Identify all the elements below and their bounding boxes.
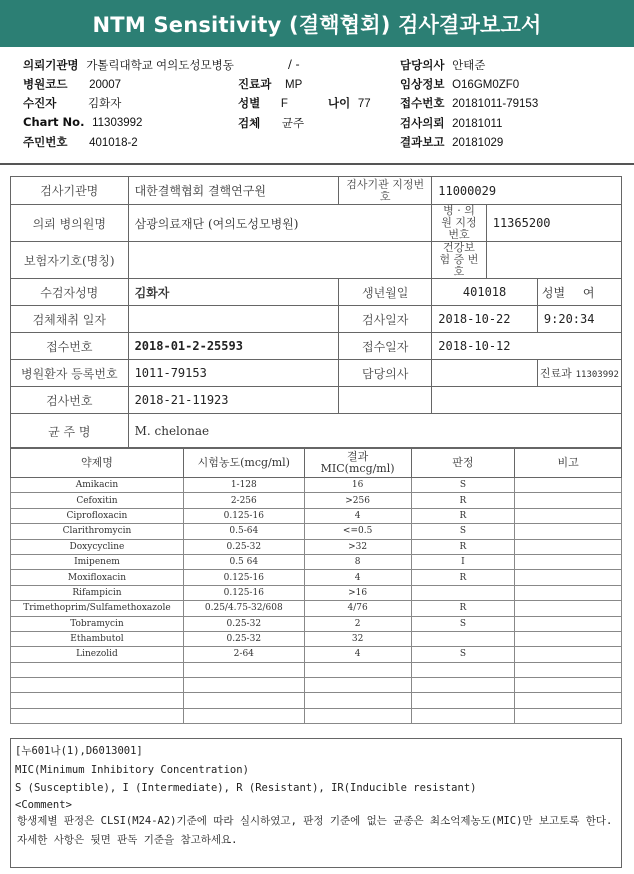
dept-label: 진료과	[238, 77, 272, 91]
mic-table-body	[11, 478, 622, 724]
cell-drug: Moxifloxacin	[11, 570, 184, 585]
report-label: 결과보고	[400, 135, 445, 149]
cell-drug: Ciprofloxacin	[11, 508, 184, 523]
insured-label: 보험자기호(명칭)	[11, 242, 129, 279]
cell-mic: 4	[304, 570, 411, 585]
physician-value	[432, 360, 538, 387]
cell-range: 0.25/4.75-32/608	[183, 601, 304, 616]
notes-comment-label: <Comment>	[15, 798, 72, 811]
patient-name-label: 수검자성명	[11, 279, 129, 306]
test-date-label: 검사일자	[339, 306, 432, 333]
req-hospital-value: 삼광의료재단 (여의도성모병원)	[128, 205, 432, 242]
cell-note	[515, 662, 622, 677]
collect-date-value	[128, 306, 339, 333]
cell-range: 0.25-32	[183, 631, 304, 646]
cell-interp	[411, 662, 515, 677]
mic-results-table	[10, 447, 622, 724]
cell-interp: R	[411, 601, 515, 616]
patient-info	[23, 95, 121, 111]
clinical-value: O16GM0ZF0	[452, 79, 520, 91]
cell-range: 2-256	[183, 493, 304, 508]
cell-mic: >256	[304, 493, 411, 508]
cell-drug: Imipenem	[11, 554, 184, 569]
cell-range: 0.25-32	[183, 539, 304, 554]
request-info	[400, 115, 502, 131]
cell-range	[183, 678, 304, 693]
sex-info	[238, 95, 288, 111]
specimen-info	[238, 115, 304, 131]
lab-code-label: 검사기관 지정번호	[339, 177, 432, 205]
cell-note	[515, 616, 622, 631]
receipt-info	[400, 95, 538, 111]
test-time-value: 9:20:34	[537, 306, 621, 333]
hospital-code-info	[23, 76, 121, 92]
cell-interp: S	[411, 524, 515, 539]
cell-interp	[411, 585, 515, 600]
age-value: 77	[357, 98, 371, 110]
col-result-header	[304, 448, 411, 478]
col-note-header: 비고	[515, 448, 622, 478]
table-row-empty	[11, 693, 622, 708]
cell-note	[515, 678, 622, 693]
cell-range: 0.25-32	[183, 616, 304, 631]
test-no-label: 검사번호	[11, 387, 129, 414]
cell-drug	[11, 678, 184, 693]
cell-range: 0.125-16	[183, 585, 304, 600]
cell-range	[183, 708, 304, 723]
organism-value: M. chelonae	[128, 414, 621, 449]
physician-label: 담당의사	[339, 360, 432, 387]
hospital-code-value: 20007	[89, 79, 122, 91]
cell-drug: Clarithromycin	[11, 524, 184, 539]
cell-note	[515, 524, 622, 539]
cell-mic: 4	[304, 647, 411, 662]
age-label: 나이	[328, 96, 351, 110]
receipt-value: 20181011-79153	[452, 98, 539, 110]
test-no-empty-1	[339, 387, 432, 414]
cell-note	[515, 554, 622, 569]
specimen-value: 균주	[281, 118, 305, 130]
receipt-no-value: 2018-01-2-25593	[128, 333, 339, 360]
col-result-header-line1: 결과	[346, 449, 369, 463]
id-info	[23, 134, 138, 150]
dept-info	[238, 76, 302, 92]
cell-drug: Doxycycline	[11, 539, 184, 554]
cell-mic	[304, 693, 411, 708]
cell-drug: Ethambutol	[11, 631, 184, 646]
form-chart-cell	[537, 360, 621, 387]
cell-range: 0.5-64	[183, 524, 304, 539]
table-row	[11, 631, 622, 646]
lab-name-label: 검사기관명	[11, 177, 129, 205]
cell-mic	[304, 662, 411, 677]
lab-code-value: 11000029	[432, 177, 622, 205]
health-id-value	[486, 242, 621, 279]
cell-note	[515, 693, 622, 708]
hospital-value: 가톨릭대학교 여의도성모병동	[86, 60, 234, 72]
doctor-value: 안태준	[452, 60, 486, 72]
table-row-empty	[11, 662, 622, 677]
cell-interp	[411, 693, 515, 708]
cell-interp: S	[411, 478, 515, 493]
cell-mic: 8	[304, 554, 411, 569]
birth-label: 생년월일	[339, 279, 432, 306]
birth-value: 401018	[432, 279, 538, 306]
cell-mic: <=0.5	[304, 524, 411, 539]
notes-box	[10, 738, 622, 868]
notes-code: [누601나(1),D6013001]	[15, 745, 143, 757]
patient-name-value: 김화자	[128, 279, 339, 306]
col-interp-header: 판정	[411, 448, 515, 478]
table-row	[11, 570, 622, 585]
patient-value: 김화자	[87, 98, 122, 110]
doctor-info	[400, 57, 485, 73]
age-info	[328, 95, 371, 111]
cell-mic: 16	[304, 478, 411, 493]
cell-mic	[304, 708, 411, 723]
form-sex-cell	[537, 279, 621, 306]
test-date-value: 2018-10-22	[432, 306, 538, 333]
receipt-date-label: 접수일자	[339, 333, 432, 360]
cell-mic: 2	[304, 616, 411, 631]
cell-range	[183, 662, 304, 677]
lab-info-table	[10, 176, 622, 449]
clinical-info	[400, 76, 519, 92]
test-no-empty-2	[432, 387, 622, 414]
cell-mic	[304, 678, 411, 693]
cell-note	[515, 585, 622, 600]
chart-info	[23, 115, 142, 129]
cell-range: 0.125-16	[183, 570, 304, 585]
form-sex-label: 성별	[541, 285, 566, 300]
cell-mic: 32	[304, 631, 411, 646]
cell-drug	[11, 708, 184, 723]
reg-no-value: 1011-79153	[128, 360, 339, 387]
report-title: NTM Sensitivity (결핵협회) 검사결과보고서	[0, 0, 634, 47]
id-value: 401018-2	[89, 137, 138, 149]
cell-range: 0.5 64	[183, 554, 304, 569]
cell-note	[515, 647, 622, 662]
organism-label: 균 주 명	[11, 414, 129, 449]
hospital-code-form-label: 병 · 의원 지정번호	[432, 205, 486, 242]
cell-mic: >32	[304, 539, 411, 554]
table-row	[11, 647, 622, 662]
hospital-code-label: 병원코드	[23, 77, 68, 91]
dash-text: / -	[288, 57, 300, 71]
cell-range: 2-64	[183, 647, 304, 662]
cell-note	[515, 570, 622, 585]
cell-interp	[411, 631, 515, 646]
table-row	[11, 524, 622, 539]
col-drug-header: 약제명	[11, 448, 184, 478]
chart-value: 11303992	[92, 117, 143, 129]
cell-mic: 4	[304, 508, 411, 523]
health-id-label: 건강보험 증 번 호	[432, 242, 486, 279]
req-hospital-label: 의뢰 병의원명	[11, 205, 129, 242]
cell-note	[515, 478, 622, 493]
cell-interp: R	[411, 539, 515, 554]
cell-drug: Trimethoprim/Sulfamethoxazole	[11, 601, 184, 616]
table-row	[11, 554, 622, 569]
form-chart-value: 11303992	[575, 370, 619, 380]
cell-note	[515, 601, 622, 616]
cell-interp: R	[411, 493, 515, 508]
hospital-info	[23, 57, 234, 73]
cell-interp: R	[411, 570, 515, 585]
test-no-value: 2018-21-11923	[128, 387, 339, 414]
report-info	[400, 134, 503, 150]
id-label: 주민번호	[23, 135, 68, 149]
hospital-label: 의뢰기관명	[23, 58, 79, 72]
table-row-empty	[11, 708, 622, 723]
receipt-no-label: 접수번호	[11, 333, 129, 360]
cell-drug	[11, 693, 184, 708]
table-row	[11, 585, 622, 600]
cell-note	[515, 508, 622, 523]
table-row-empty	[11, 678, 622, 693]
cell-mic: 4/76	[304, 601, 411, 616]
request-value: 20181011	[452, 118, 503, 130]
cell-note	[515, 493, 622, 508]
form-sex-value: 여	[582, 285, 595, 300]
hospital-code-form-value: 11365200	[486, 205, 621, 242]
cell-mic: >16	[304, 585, 411, 600]
cell-drug: Cefoxitin	[11, 493, 184, 508]
cell-drug: Rifampicin	[11, 585, 184, 600]
table-row	[11, 616, 622, 631]
cell-interp: R	[411, 508, 515, 523]
form-chart-label: 진료과	[539, 367, 572, 380]
header-divider	[0, 163, 634, 165]
specimen-label: 검체	[238, 116, 261, 130]
cell-drug	[11, 662, 184, 677]
cell-interp: S	[411, 647, 515, 662]
cell-range	[183, 693, 304, 708]
cell-interp: S	[411, 616, 515, 631]
table-row	[11, 508, 622, 523]
lab-name-value: 대한결핵협회 결핵연구원	[128, 177, 339, 205]
cell-range: 1-128	[183, 478, 304, 493]
report-value: 20181029	[452, 137, 504, 149]
table-row	[11, 478, 622, 493]
table-row	[11, 601, 622, 616]
sex-label: 성별	[238, 96, 261, 110]
receipt-label: 접수번호	[400, 96, 445, 110]
notes-abbreviations: S (Susceptible), I (Intermediate), R (Resistant), IR(Inducible resistant)	[15, 782, 477, 794]
patient-label: 수진자	[23, 96, 57, 110]
table-row	[11, 539, 622, 554]
clinical-label: 임상정보	[400, 77, 445, 91]
reg-no-label: 병원환자 등록번호	[11, 360, 129, 387]
sex-value: F	[280, 98, 288, 110]
receipt-date-value: 2018-10-12	[432, 333, 622, 360]
insured-value	[128, 242, 432, 279]
col-range-header: 시험농도(mcg/ml)	[183, 448, 304, 478]
cell-interp: I	[411, 554, 515, 569]
cell-drug: Tobramycin	[11, 616, 184, 631]
cell-note	[515, 631, 622, 646]
chart-label: Chart No.	[23, 115, 85, 129]
cell-drug: Amikacin	[11, 478, 184, 493]
collect-date-label: 검체채취 일자	[11, 306, 129, 333]
dept-value: MP	[284, 79, 303, 91]
notes-mic-definition: MIC(Minimum Inhibitory Concentration)	[15, 763, 249, 776]
request-label: 검사의뢰	[400, 116, 445, 130]
cell-range: 0.125-16	[183, 508, 304, 523]
doctor-label: 담당의사	[400, 58, 445, 72]
cell-note	[515, 539, 622, 554]
cell-interp	[411, 678, 515, 693]
cell-interp	[411, 708, 515, 723]
table-row	[11, 493, 622, 508]
cell-note	[515, 708, 622, 723]
cell-drug: Linezolid	[11, 647, 184, 662]
notes-comment-text: 항생제별 판정은 CLSI(M24-A2)기준에 따라 실시하였고, 판정 기준에 없는 균종은 최소억제농도(MIC)만 보고토록 한다. 자세한 사항은 뒷면 판독 기준을 참고하세요.	[17, 814, 613, 846]
col-result-header-line2: MIC(mcg/ml)	[320, 461, 395, 475]
